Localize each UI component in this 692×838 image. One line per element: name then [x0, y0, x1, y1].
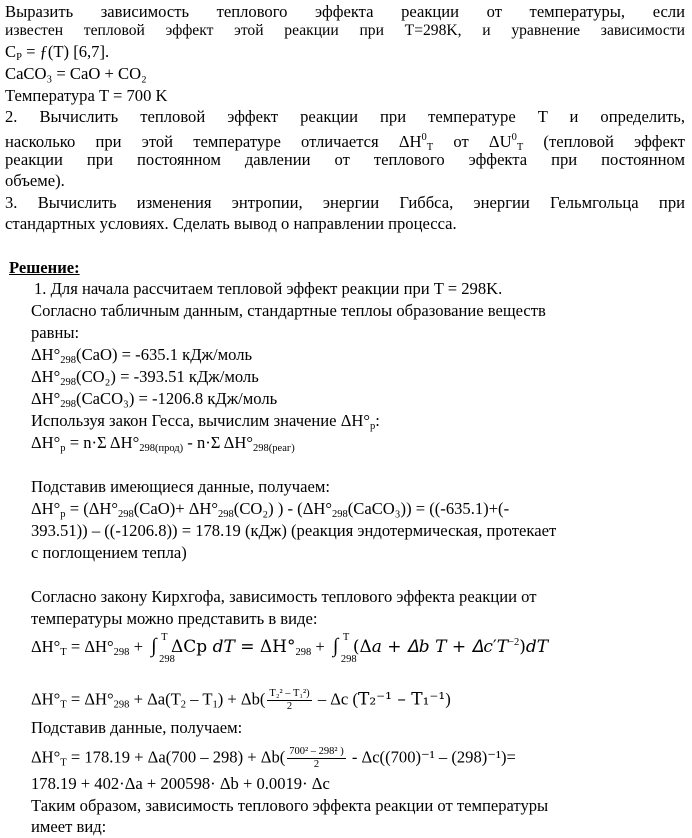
numeric-equation-line-2: 178.19 + 402·Δa + 200598· Δb + 0.0019· Δc: [31, 774, 330, 793]
numeric-equation-line-1: $\Delta H^\circ_T = 178.19 + \Delta a(700 - 298) + \Delta b$( $\frac{\text{700² – 298² )}}{2}$ - Δc((700)⁻¹ – (298)⁻¹)=: [31, 746, 516, 770]
kirchhoff-line-1: Согласно закону Кирхгофа, зависимость теплового эффекта реакции от: [31, 587, 537, 606]
integral-sign-1: ∫ T 298: [151, 632, 175, 665]
fraction-2: $\frac{\text{700² – 298² )}}{2}$: [289, 746, 344, 770]
task-line-6: 2. Вычислить тепловой эффект реакции при температуре T и определить,: [5, 107, 685, 126]
enthalpy-cao: $\Delta H^\circ_{298}(CaO) = -635.1$ кДж/моль: [31, 345, 253, 366]
task-line-3: $C_P$ = ƒ(T) [6,7].: [5, 42, 110, 63]
integral-sign-2: ∫ T 298: [332, 632, 357, 665]
solution-line-3: равны:: [31, 323, 80, 342]
solution-line-2: Согласно табличным данным, стандартные теплоы образование веществ: [31, 301, 546, 320]
enthalpy-caco3: $\Delta H^\circ_{298}(CaCO_3) = -1206.8$ кДж/моль: [31, 389, 278, 410]
enthalpy-co2: $\Delta H^\circ_{298}(CO_2) = -393.51$ кДж/моль: [31, 367, 259, 388]
kirchhoff-expanded-equation: $\Delta H^\circ_T = \Delta H^\circ_{298} + \Delta a(T_2 - T_1) + \Delta b$( $\frac{\text{T₂² – T₁²)}}{2}$ – Δc (T₂⁻¹ – T₁⁻¹): [31, 688, 451, 712]
fraction-1: $\frac{\text{T₂² – T₁²)}}{2}$: [269, 688, 310, 712]
task-line-7: насколько при этой температуре отличается $\Delta H^0_T$ от $\Delta U^0_T$ (тепловой эффект: [5, 132, 686, 153]
temperature-line: Температура T = 700 K: [5, 86, 168, 105]
task-line-8: реакции при постоянном давлении от теплового эффекта при постоянном: [5, 150, 685, 169]
task-line-1: Выразить зависимость теплового эффекта реакции от температуры, если: [5, 2, 685, 21]
solution-heading: Решение:: [9, 258, 80, 277]
substitution-intro-1: Подставив имеющиеся данные, получаем:: [31, 477, 330, 496]
substitution-eq-line-3: с поглощением тепла): [31, 543, 187, 562]
kirchhoff-line-2: температуры можно представить в виде:: [31, 609, 318, 628]
solution-step-1: 1. Для начала рассчитаем тепловой эффект реакции при T = 298K.: [34, 279, 503, 298]
task-line-2: известен тепловой эффект этой реакции при T=298K, и уравнение зависимости: [5, 22, 685, 39]
hess-intro: Используя закон Гесса, вычислим значение $\Delta H^\circ_p$:: [31, 411, 380, 432]
substitution-eq-line-2: 393.51)) – ((-1206.8)) = 178.19 (кДж) (реакция эндотермическая, протекает: [31, 521, 557, 540]
reaction-equation: CaCO₃ = CaO + CO₂: [5, 64, 147, 83]
hess-formula: $\Delta H^\circ_p = n\cdot\Sigma$ $\Delta H^\circ_{298(прод)} - n\cdot\Sigma$ $\Delta H^\circ_{298(реаг)}$: [31, 433, 295, 454]
task-line-10: 3. Вычислить изменения энтропии, энергии Гиббса, энергии Гельмгольца при: [5, 193, 685, 212]
conclusion-line-2: имеет вид:: [31, 817, 107, 836]
substitution-eq-line-1: $\Delta H^\circ_p = (\Delta H^\circ_{298}(CaO)+ \Delta H^\circ_{298}(CO_2)$ ) - $(\Delta H^\circ_{298}(CaCO_3)) = ((-635.1)+(-$: [31, 499, 510, 520]
task-line-11: стандартных условиях. Сделать вывод о направлении процесса.: [5, 214, 457, 233]
substitution-intro-2: Подставив данные, получаем:: [31, 718, 243, 737]
conclusion-line-1: Таким образом, зависимость теплового эффекта реакции от температуры: [31, 796, 549, 815]
kirchhoff-integral-equation: $\Delta H^\circ_T = \Delta H^\circ_{298}$ + ∫ T 298 ΔCp 𝑑𝑇 = $\Delta H^\circ_{298}$ + ∫ T 298 (Δ𝑎 + 𝛥𝑏 𝑇 + 𝛥𝑐′𝑇$^{-2}$)𝑑𝑇: [31, 632, 549, 665]
task-line-9: объеме).: [5, 171, 65, 190]
